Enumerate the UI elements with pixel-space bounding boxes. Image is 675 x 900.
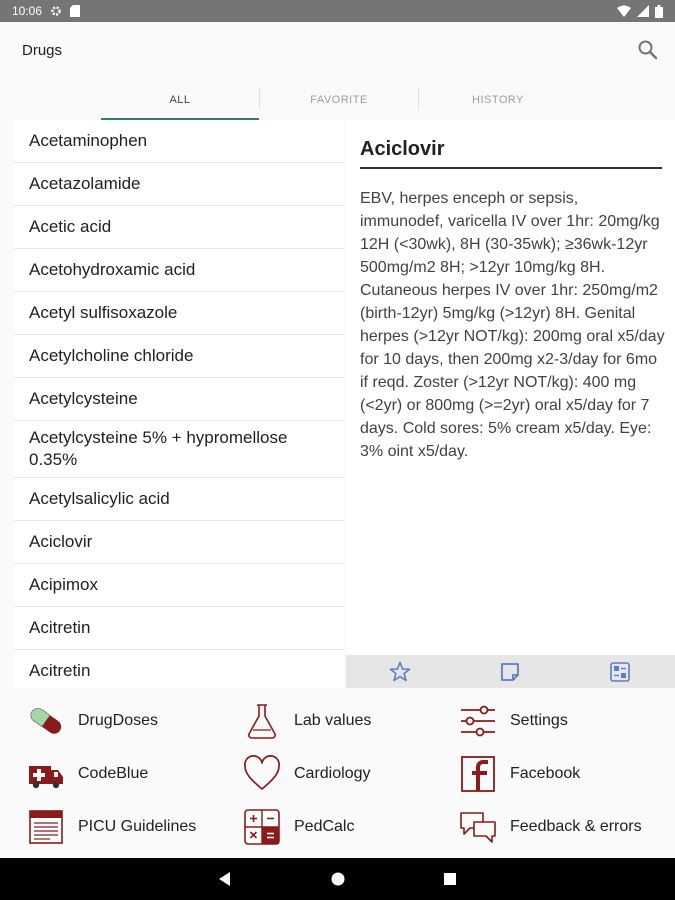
capsule-icon [24, 699, 68, 743]
ambulance-icon [24, 752, 68, 796]
drug-list[interactable] [14, 120, 344, 688]
back-button[interactable] [216, 870, 234, 888]
menu-lab-values[interactable] [240, 699, 371, 743]
wifi-icon [617, 5, 631, 17]
favorite-button[interactable] [388, 660, 412, 684]
menu-cardiology[interactable] [240, 752, 370, 796]
drug-detail-pane [346, 120, 675, 655]
menu-feedback[interactable] [456, 805, 642, 849]
note-icon [498, 660, 522, 684]
note-button[interactable] [498, 660, 522, 684]
tab-history[interactable]: HISTORY [472, 94, 524, 106]
document-icon [24, 805, 68, 849]
menu-settings[interactable] [456, 699, 568, 743]
page-title: Drugs [22, 42, 63, 59]
main-menu-grid [0, 688, 675, 858]
menu-label: Cardiology [294, 765, 371, 782]
recents-button[interactable] [441, 870, 459, 888]
system-nav-bar [0, 858, 675, 900]
menu-label: Facebook [510, 765, 581, 782]
calculator-icon [608, 660, 632, 684]
recents-icon [441, 870, 459, 888]
menu-label: PICU Guidelines [78, 818, 197, 835]
tab-bar [0, 82, 675, 120]
list-item[interactable]: Acetohydroxamic acid [14, 249, 344, 292]
list-item[interactable]: Acitretin [14, 650, 344, 688]
menu-facebook[interactable] [456, 752, 580, 796]
menu-label: Feedback & errors [510, 818, 642, 835]
menu-label: DrugDoses [78, 712, 159, 729]
calculator-icon [240, 805, 284, 849]
search-button[interactable] [636, 38, 660, 62]
list-item[interactable]: Acetylcysteine 5% + hypromellose 0.35% [14, 421, 344, 478]
list-item[interactable]: Acipimox [14, 564, 344, 607]
signal-icon [637, 5, 649, 17]
menu-picu-guidelines[interactable] [24, 805, 196, 849]
back-icon [216, 870, 234, 888]
facebook-icon [456, 752, 500, 796]
list-item[interactable]: Acitretin [14, 607, 344, 650]
list-item[interactable]: Acetyl sulfisoxazole [14, 292, 344, 335]
menu-drugdoses[interactable] [24, 699, 158, 743]
detail-toolbar [346, 655, 675, 688]
tab-favorite[interactable]: FAVORITE [310, 94, 368, 106]
menu-label: PedCalc [294, 818, 355, 835]
battery-icon [655, 5, 663, 18]
heart-icon [240, 752, 284, 796]
sliders-icon [456, 699, 500, 743]
list-item[interactable]: Acetylsalicylic acid [14, 478, 344, 521]
tab-all[interactable]: ALL [101, 82, 259, 120]
list-item[interactable]: Acetic acid [14, 206, 344, 249]
drug-detail-title: Aciclovir [360, 138, 662, 169]
star-icon [388, 660, 412, 684]
menu-label: CodeBlue [78, 765, 149, 782]
list-item[interactable]: Acetaminophen [14, 120, 344, 163]
calculator-button[interactable] [608, 660, 632, 684]
status-bar [0, 0, 675, 22]
menu-label: Settings [510, 712, 568, 729]
home-button[interactable] [329, 870, 347, 888]
menu-codeblue[interactable] [24, 752, 148, 796]
flask-icon [240, 699, 284, 743]
app-bar [0, 22, 675, 82]
menu-pedcalc[interactable] [240, 805, 354, 849]
search-icon [636, 38, 660, 62]
status-time: 10:06 [12, 4, 43, 18]
list-item[interactable]: Aciclovir [14, 521, 344, 564]
chat-bubbles-icon [456, 805, 500, 849]
list-item[interactable]: Acetylcholine chloride [14, 335, 344, 378]
list-item[interactable]: Acetazolamide [14, 163, 344, 206]
home-icon [329, 870, 347, 888]
gear-icon [50, 5, 62, 17]
list-item[interactable]: Acetylcysteine [14, 378, 344, 421]
sd-card-icon [70, 5, 80, 17]
menu-label: Lab values [294, 712, 372, 729]
drug-detail-text: EBV, herpes enceph or sepsis, immunodef, varicella IV over 1hr: 20mg/kg 12H (<30wk), 8H (30-35wk); ≥36wk-12yr 500mg/m2 8H; >12yr 10mg/kg 8H. Cutaneous herpes IV over 1hr: 250mg/m2 (birth-12yr) 5mg/kg (>12yr) 8H. Genital herpes (>12yr NOT/kg): 200mg oral x5/day for 10 days, then 200mg x2-3/day for 6mo if reqd. Zoster (>12yr NOT/kg): 400 mg (<2yr) or 800mg (>=2yr) oral x5/day for 7 days. Cold sores: 5% cream x5/day. Eye: 3% oint x5/day. [360, 190, 665, 460]
